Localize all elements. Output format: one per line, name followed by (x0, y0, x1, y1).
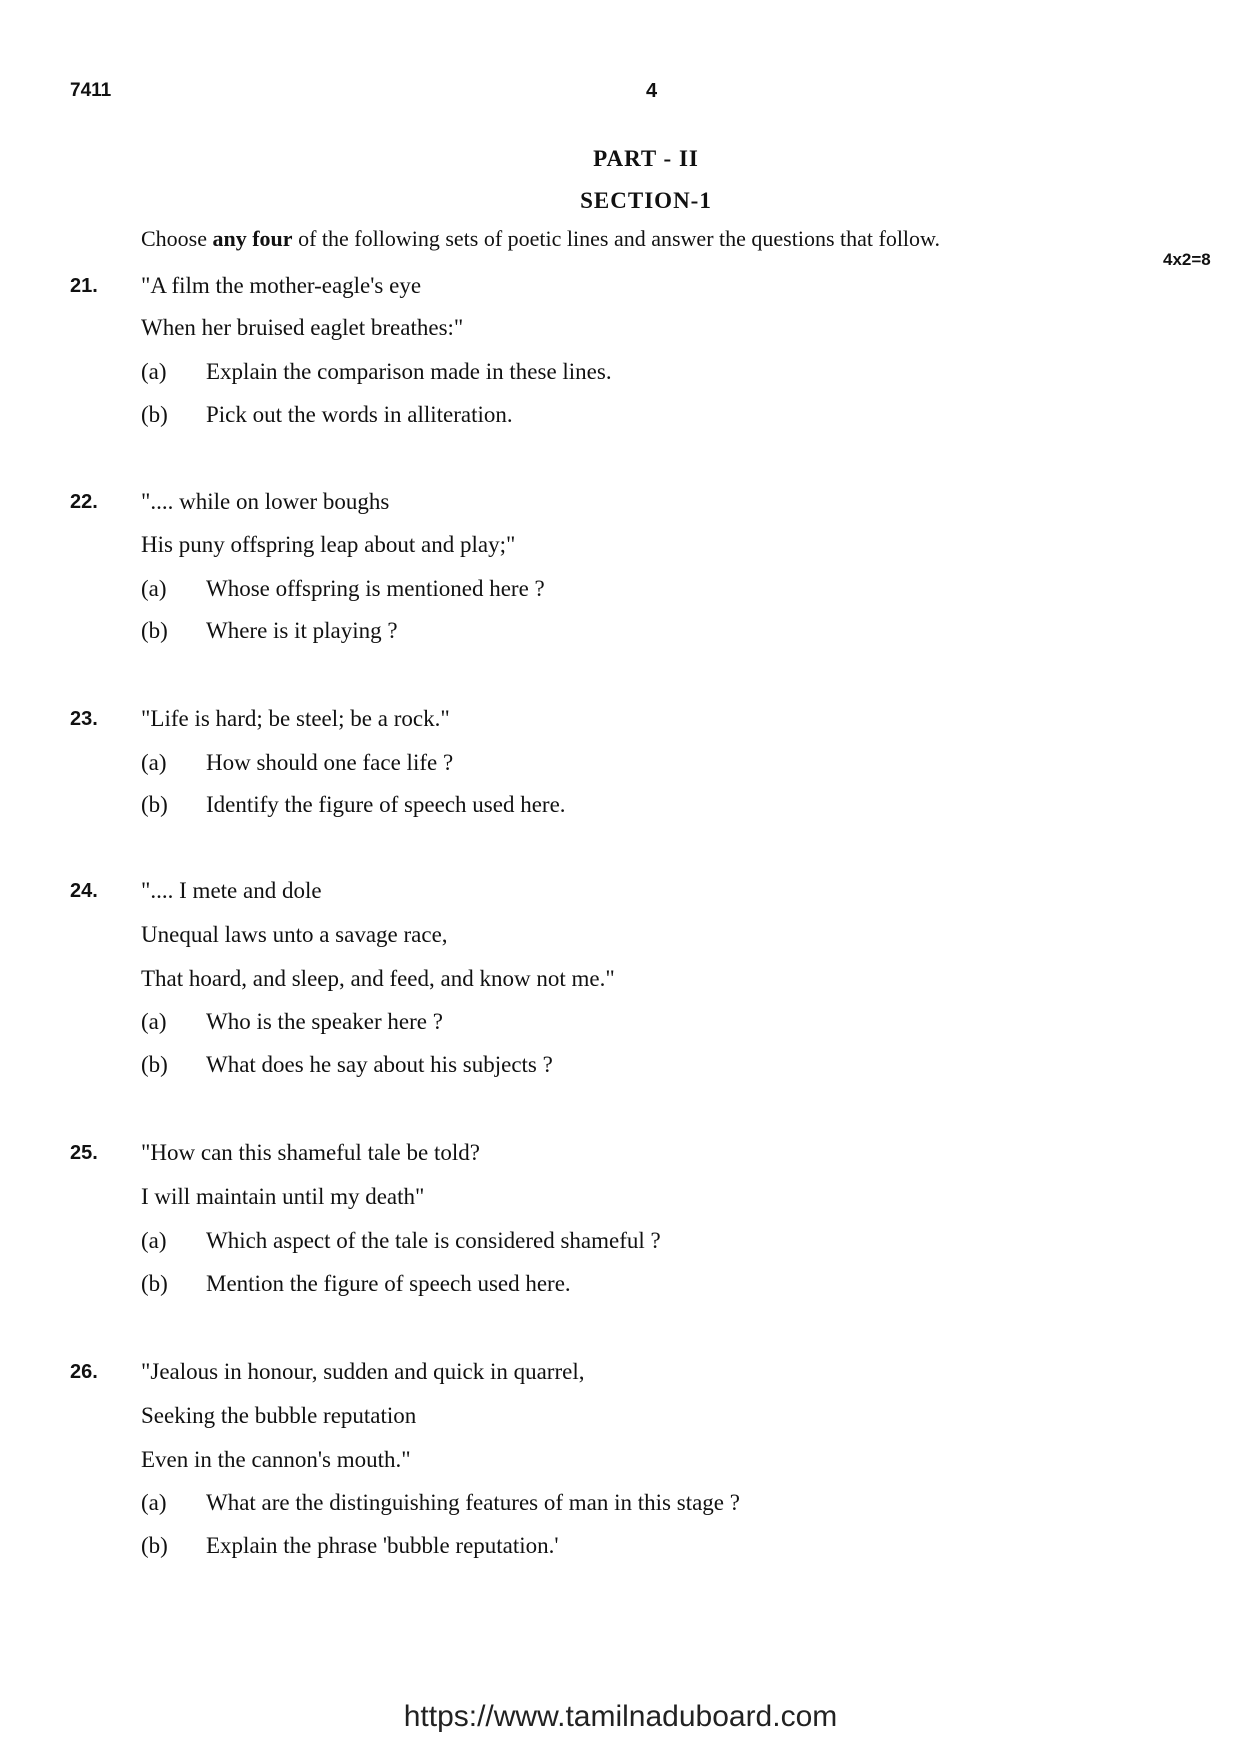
question-number: 24. (70, 880, 98, 902)
poem-line: That hoard, and sleep, and feed, and know not me." (141, 966, 615, 991)
footer-url: https://www.tamilnaduboard.com (403, 1700, 838, 1733)
sub-question-label: (b) (141, 1271, 168, 1296)
page-number: 4 (646, 80, 658, 102)
poem-line: When her bruised eaglet breathes:" (141, 315, 464, 340)
sub-question-label: (a) (141, 750, 167, 775)
instruction-post: of the following sets of poetic lines and answer the questions that follow. (292, 226, 941, 251)
question-number: 25. (70, 1142, 98, 1164)
sub-question-text: What does he say about his subjects ? (206, 1052, 553, 1077)
sub-question-label: (b) (141, 792, 168, 817)
sub-question-label: (a) (141, 1228, 167, 1253)
instruction-bold: any four (212, 226, 293, 251)
sub-question-label: (b) (141, 618, 168, 643)
sub-question-text: Explain the comparison made in these lines. (206, 359, 612, 384)
question-number: 26. (70, 1361, 98, 1383)
instruction (141, 226, 940, 252)
sub-question-text: Whose offspring is mentioned here ? (206, 576, 545, 601)
poem-line: "Jealous in honour, sudden and quick in quarrel, (141, 1359, 585, 1384)
sub-question-label: (b) (141, 402, 168, 427)
question-number: 23. (70, 708, 98, 730)
sub-question-label: (b) (141, 1052, 168, 1077)
section-title: SECTION-1 (580, 188, 712, 213)
part-title: PART - II (593, 146, 699, 171)
sub-question-label: (a) (141, 1009, 167, 1034)
sub-question-text: What are the distinguishing features of man in this stage ? (206, 1490, 740, 1515)
paper-code: 7411 (70, 80, 112, 101)
question-number: 22. (70, 491, 98, 513)
poem-line: Seeking the bubble reputation (141, 1403, 417, 1428)
poem-line: "How can this shameful tale be told? (141, 1140, 480, 1165)
poem-line: Even in the cannon's mouth." (141, 1447, 411, 1472)
marks-allocation: 4x2=8 (1163, 250, 1211, 269)
sub-question-text: Identify the figure of speech used here. (206, 792, 566, 817)
sub-question-label: (a) (141, 576, 167, 601)
poem-line: ".... while on lower boughs (141, 489, 390, 514)
question-number: 21. (70, 275, 98, 297)
poem-line: I will maintain until my death" (141, 1184, 425, 1209)
poem-line: Unequal laws unto a savage race, (141, 922, 448, 947)
sub-question-text: Explain the phrase 'bubble reputation.' (206, 1533, 559, 1558)
poem-line: "Life is hard; be steel; be a rock." (141, 706, 450, 731)
sub-question-label: (b) (141, 1533, 168, 1558)
sub-question-label: (a) (141, 359, 167, 384)
instruction-pre: Choose (141, 226, 213, 251)
sub-question-text: Who is the speaker here ? (206, 1009, 443, 1034)
poem-line: His puny offspring leap about and play;" (141, 532, 516, 557)
poem-line: "A film the mother-eagle's eye (141, 273, 422, 298)
sub-question-text: Mention the figure of speech used here. (206, 1271, 571, 1296)
sub-question-label: (a) (141, 1490, 167, 1515)
sub-question-text: Which aspect of the tale is considered shameful ? (206, 1228, 661, 1253)
sub-question-text: How should one face life ? (206, 750, 454, 775)
sub-question-text: Pick out the words in alliteration. (206, 402, 513, 427)
poem-line: ".... I mete and dole (141, 878, 322, 903)
sub-question-text: Where is it playing ? (206, 618, 398, 643)
